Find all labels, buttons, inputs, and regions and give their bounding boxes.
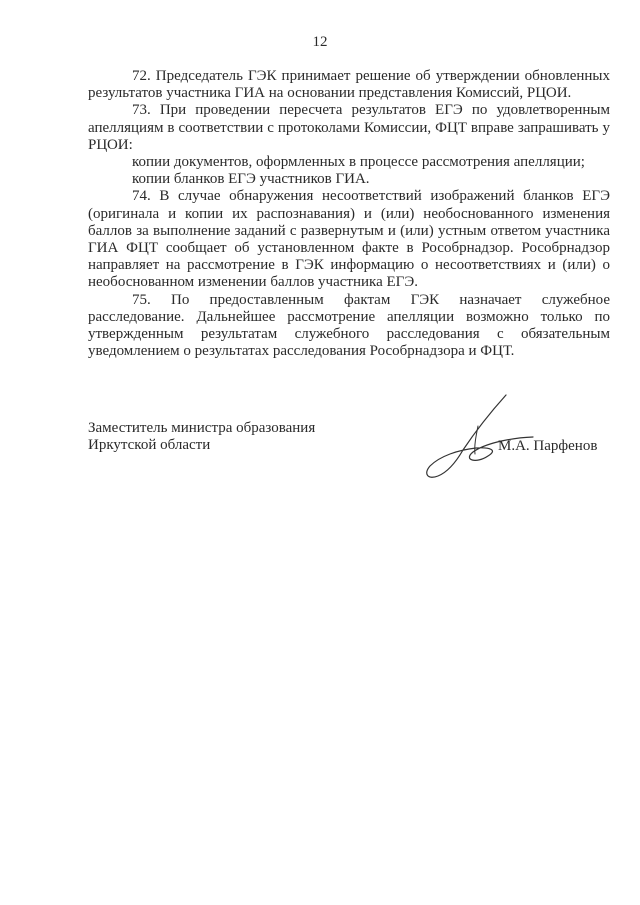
paragraph-75: 75. По предоставленным фактам ГЭК назначает служебное расследование. Дальнейшее рассмотрение апелляции возможно только по утвержденным результатам служебного расследования с обязательным уведомлением о результатах расследования Рособрнадзора и ФЦТ. (88, 291, 610, 360)
signer-title (88, 420, 315, 454)
paragraph-72: 72. Председатель ГЭК принимает решение об утверждении обновленных результатов участника ГИА на основании представления Комиссий, РЦОИ. (88, 68, 610, 102)
list-item-appeal-documents: копии документов, оформленных в процессе рассмотрения апелляции; (132, 154, 585, 171)
list-item-exam-forms: копии бланков ЕГЭ участников ГИА. (132, 171, 370, 188)
paragraph-74: 74. В случае обнаружения несоответствий изображений бланков ЕГЭ (оригинала и копии их распознавания) и (или) необоснованного изменения баллов за выполнение заданий с развернутым и (или) устным ответом участника ГИА ФЦТ сообщает об установленном факте в Рособрнадзор. Рособрнадзор направляет на рассмотрение в ГЭК информацию о несоответствиях и (или) о необоснованном изменении баллов участника ЕГЭ. (88, 188, 610, 291)
page-number: 12 (312, 34, 328, 50)
signer-position: Заместитель министра образования (88, 420, 316, 436)
signer-name: М.А. Парфенов (498, 438, 598, 454)
document-body (88, 68, 610, 360)
signature-block (88, 420, 610, 490)
paragraph-73: 73. При проведении пересчета результатов ЕГЭ по удовлетворенным апелляциям в соответствии с протоколами Комиссии, ФЦТ вправе запрашивать у РЦОИ: (88, 102, 610, 153)
signer-region: Иркутской области (88, 437, 211, 454)
